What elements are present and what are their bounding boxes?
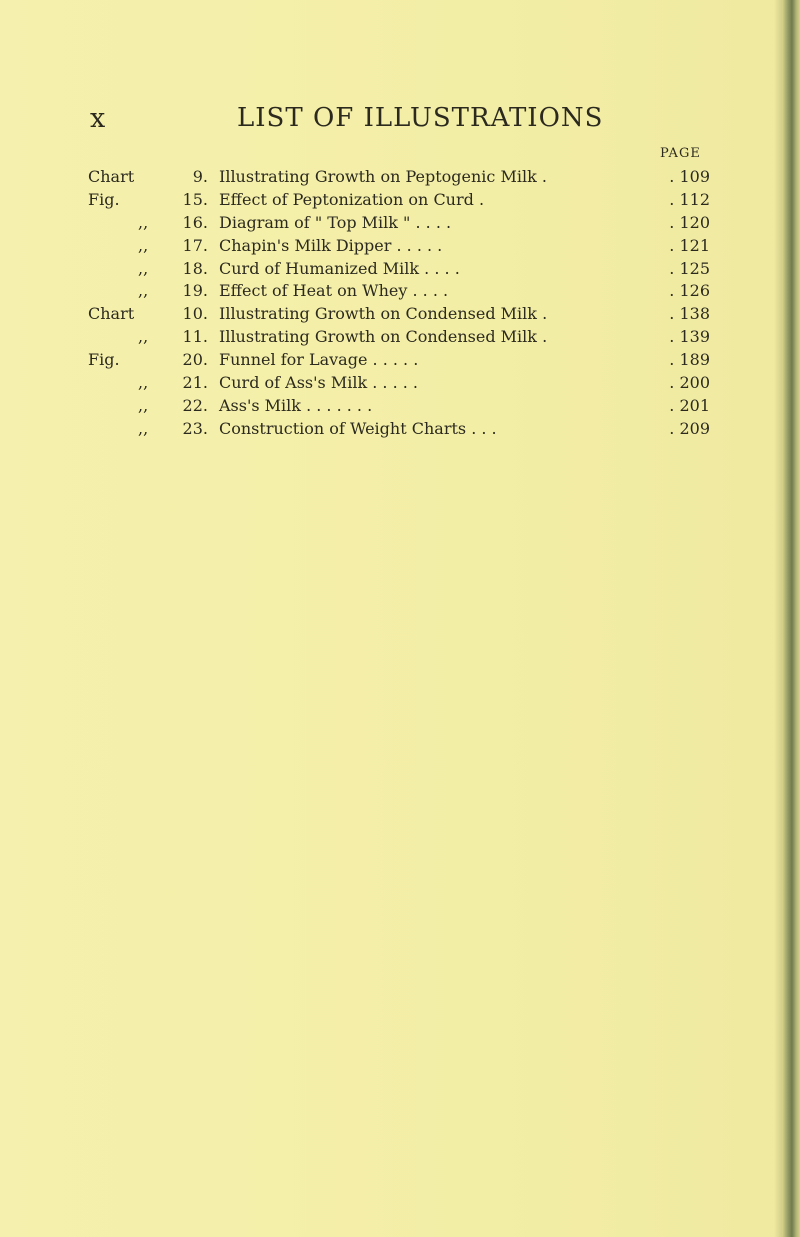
entry-label: ,, [138,327,149,347]
entry-label: Chart [88,304,135,324]
entry-page: . 125 [669,258,710,278]
entry-title: Ass's Milk . . . . . . . [219,395,373,415]
list-item [0,326,760,349]
entry-number: 10. [182,304,208,324]
list-item [0,280,760,303]
entry-page: . 189 [669,350,710,370]
entry-title: Illustrating Growth on Condensed Milk . [219,304,548,324]
entry-page: . 201 [669,395,710,415]
entry-label: Chart [88,167,135,186]
entry-number: 15. [182,189,208,209]
entry-label: ,, [138,212,149,232]
list-item [0,235,760,258]
entry-title: Curd of Humanized Milk . . . . [219,258,460,278]
list-item [0,166,760,189]
entry-title: Chapin's Milk Dipper . . . . . [219,235,443,255]
page-number: x [90,103,107,134]
list-item [0,418,760,441]
entry-number: 17. [182,235,208,255]
entry-number: 23. [182,418,208,438]
entry-title: Diagram of " Top Milk " . . . . [219,212,452,232]
page-edge-shadow [774,0,782,1237]
entry-number: 21. [182,373,208,393]
list-item [0,349,760,372]
entry-number: 19. [182,281,208,301]
page-title: LIST OF ILLUSTRATIONS [237,103,604,133]
entry-number: 18. [182,258,208,278]
entry-label: ,, [138,418,149,438]
entry-title: Construction of Weight Charts . . . [219,418,497,438]
entry-title: Illustrating Growth on Condensed Milk . [219,327,548,347]
book-edge [782,0,800,1237]
page-column-heading: PAGE [660,146,701,161]
entry-number: 11. [182,327,208,347]
entry-label: Fig. [88,189,120,209]
entry-number: 20. [182,350,208,370]
entry-page: . 139 [669,327,710,347]
list-item [0,189,760,212]
entry-number: 16. [182,212,208,232]
entry-label: ,, [138,281,149,301]
entry-label: ,, [138,395,149,415]
entry-label: ,, [138,373,149,393]
list-item [0,372,760,395]
entry-page: . 138 [669,304,710,324]
entry-number: 22. [182,395,208,415]
entry-page: . 126 [669,281,710,301]
illustrations-list [0,166,760,441]
entry-page: . 121 [669,235,710,255]
entry-label: Fig. [88,350,120,370]
entry-number: 9. [192,167,208,186]
entry-page: . 209 [669,418,710,438]
entry-page: . 112 [669,189,710,209]
list-item [0,258,760,281]
entry-title: Curd of Ass's Milk . . . . . [219,373,419,393]
entry-page: . 120 [669,212,710,232]
entry-label: ,, [138,235,149,255]
entry-title: Effect of Heat on Whey . . . . [219,281,449,301]
entry-title: Effect of Peptonization on Curd . [219,189,485,209]
list-item [0,303,760,326]
list-item [0,212,760,235]
entry-title: Illustrating Growth on Peptogenic Milk . [219,167,547,186]
list-item [0,395,760,418]
entry-page: . 200 [669,373,710,393]
entry-title: Funnel for Lavage . . . . . [219,350,419,370]
entry-page: . 109 [669,167,710,186]
entry-label: ,, [138,258,149,278]
